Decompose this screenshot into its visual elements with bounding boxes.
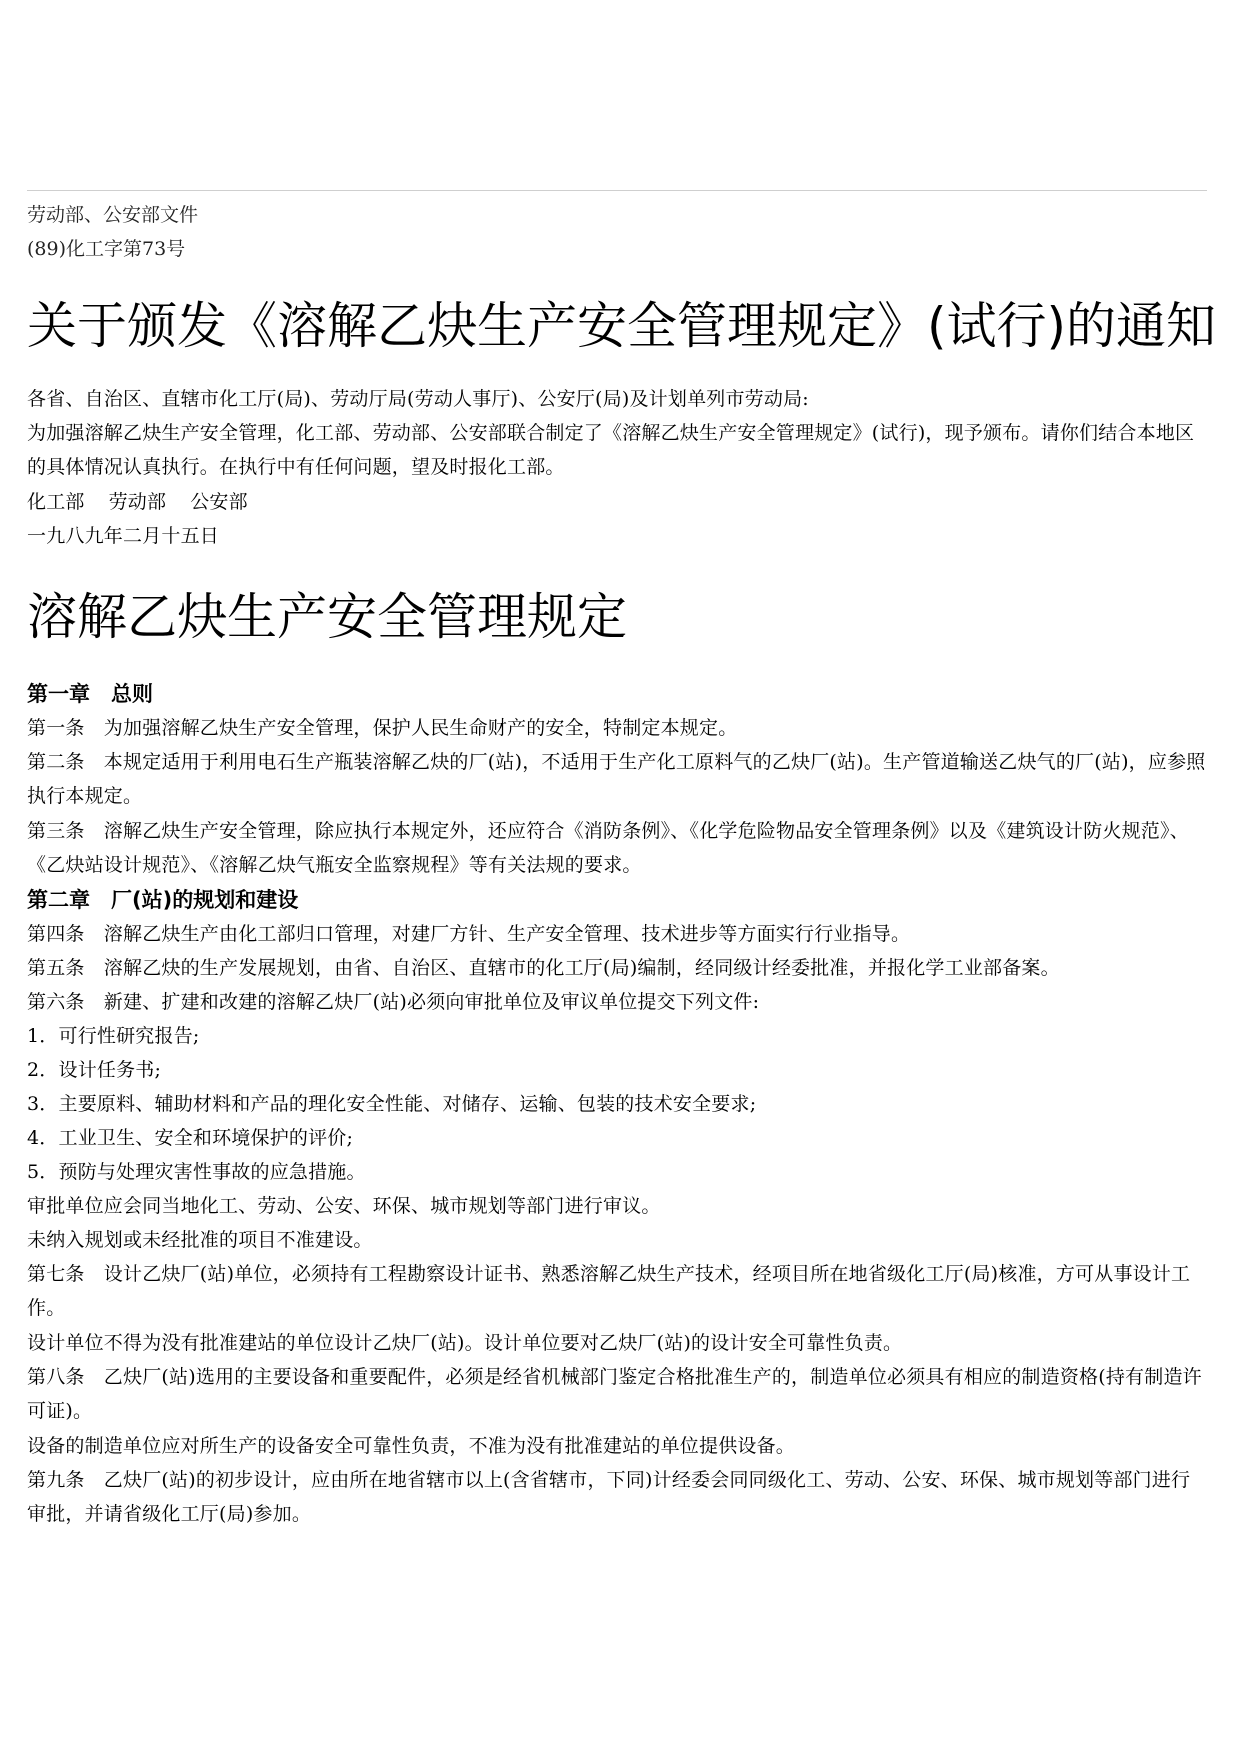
article: 第七条 设计乙炔厂(站)单位，必须持有工程勘察设计证书、熟悉溶解乙炔生产技术，经项目所在地省级化工厅(局)核准，方可从事设计工作。 <box>27 1263 1191 1319</box>
article: 第九条 乙炔厂(站)的初步设计，应由所在地省辖市以上(含省辖市，下同)计经委会同同级化工、劳动、公安、环保、城市规划等部门进行审批，并请省级化工厅(局)参加。 <box>27 1469 1191 1525</box>
signatory: 公安部 <box>190 491 248 513</box>
list-item: 3．主要原料、辅助材料和产品的理化安全性能、对储存、运输、包装的技术安全要求; <box>27 1093 757 1115</box>
article: 第三条 溶解乙炔生产安全管理，除应执行本规定外，还应符合《消防条例》、《化学危险物品安全管理条例》以及《建筑设计防火规范》、《乙炔站设计规范》、《溶解乙炔气瓶安全监察规程》等有关法规的要求。 <box>27 820 1189 876</box>
list-item: 5．预防与处理灾害性事故的应急措施。 <box>27 1161 366 1183</box>
issuer-line: 劳动部、公安部文件 <box>27 204 199 226</box>
paragraph: 设计单位不得为没有批准建站的单位设计乙炔厂(站)。设计单位要对乙炔厂(站)的设计安全可靠性负责。 <box>27 1332 903 1354</box>
doc-number: (89)化工字第73号 <box>27 238 186 260</box>
paragraph: 审批单位应会同当地化工、劳动、公安、环保、城市规划等部门进行审议。 <box>27 1195 661 1217</box>
notice-date: 一九八九年二月十五日 <box>27 525 220 547</box>
article: 第五条 溶解乙炔的生产发展规划，由省、自治区、直辖市的化工厅(局)编制，经同级计经委批准，并报化学工业部备案。 <box>27 957 1060 979</box>
notice-title: 关于颁发《溶解乙炔生产安全管理规定》(试行)的通知 <box>27 297 1217 355</box>
article: 第二条 本规定适用于利用电石生产瓶装溶解乙炔的厂(站)，不适用于生产化工原料气的乙炔厂(站)。生产管道输送乙炔气的厂(站)，应参照执行本规定。 <box>27 751 1206 807</box>
article: 第四条 溶解乙炔生产由化工部归口管理，对建厂方针、生产安全管理、技术进步等方面实行行业指导。 <box>27 923 911 945</box>
regulation-title: 溶解乙炔生产安全管理规定 <box>27 588 627 646</box>
notice-signatories <box>27 485 1207 519</box>
notice-addressee: 各省、自治区、直辖市化工厅(局)、劳动厅局(劳动人事厅)、公安厅(局)及计划单列市劳动局: <box>27 388 809 410</box>
notice-body: 为加强溶解乙炔生产安全管理，化工部、劳动部、公安部联合制定了《溶解乙炔生产安全管理规定》(试行)，现予颁布。请你们结合本地区的具体情况认真执行。在执行中有任何问题，望及时报化工部。 <box>27 422 1195 478</box>
article: 第六条 新建、扩建和改建的溶解乙炔厂(站)必须向审批单位及审议单位提交下列文件: <box>27 991 760 1013</box>
top-divider <box>27 190 1207 191</box>
signatory: 化工部 <box>27 491 85 513</box>
article: 第一条 为加强溶解乙炔生产安全管理，保护人民生命财产的安全，特制定本规定。 <box>27 717 738 739</box>
chapter-heading: 第一章 总则 <box>27 682 153 706</box>
paragraph: 设备的制造单位应对所生产的设备安全可靠性负责，不准为没有批准建站的单位提供设备。 <box>27 1435 796 1457</box>
chapter-heading: 第二章 厂(站)的规划和建设 <box>27 888 299 912</box>
document-content <box>27 198 1217 1532</box>
paragraph: 未纳入规划或未经批准的项目不准建设。 <box>27 1229 373 1251</box>
list-item: 4．工业卫生、安全和环境保护的评价; <box>27 1127 354 1149</box>
article: 第八条 乙炔厂(站)选用的主要设备和重要配件，必须是经省机械部门鉴定合格批准生产的，制造单位必须具有相应的制造资格(持有制造许可证)。 <box>27 1366 1202 1422</box>
list-item: 2．设计任务书; <box>27 1059 162 1081</box>
signatory: 劳动部 <box>108 491 167 513</box>
list-item: 1．可行性研究报告; <box>27 1025 200 1047</box>
